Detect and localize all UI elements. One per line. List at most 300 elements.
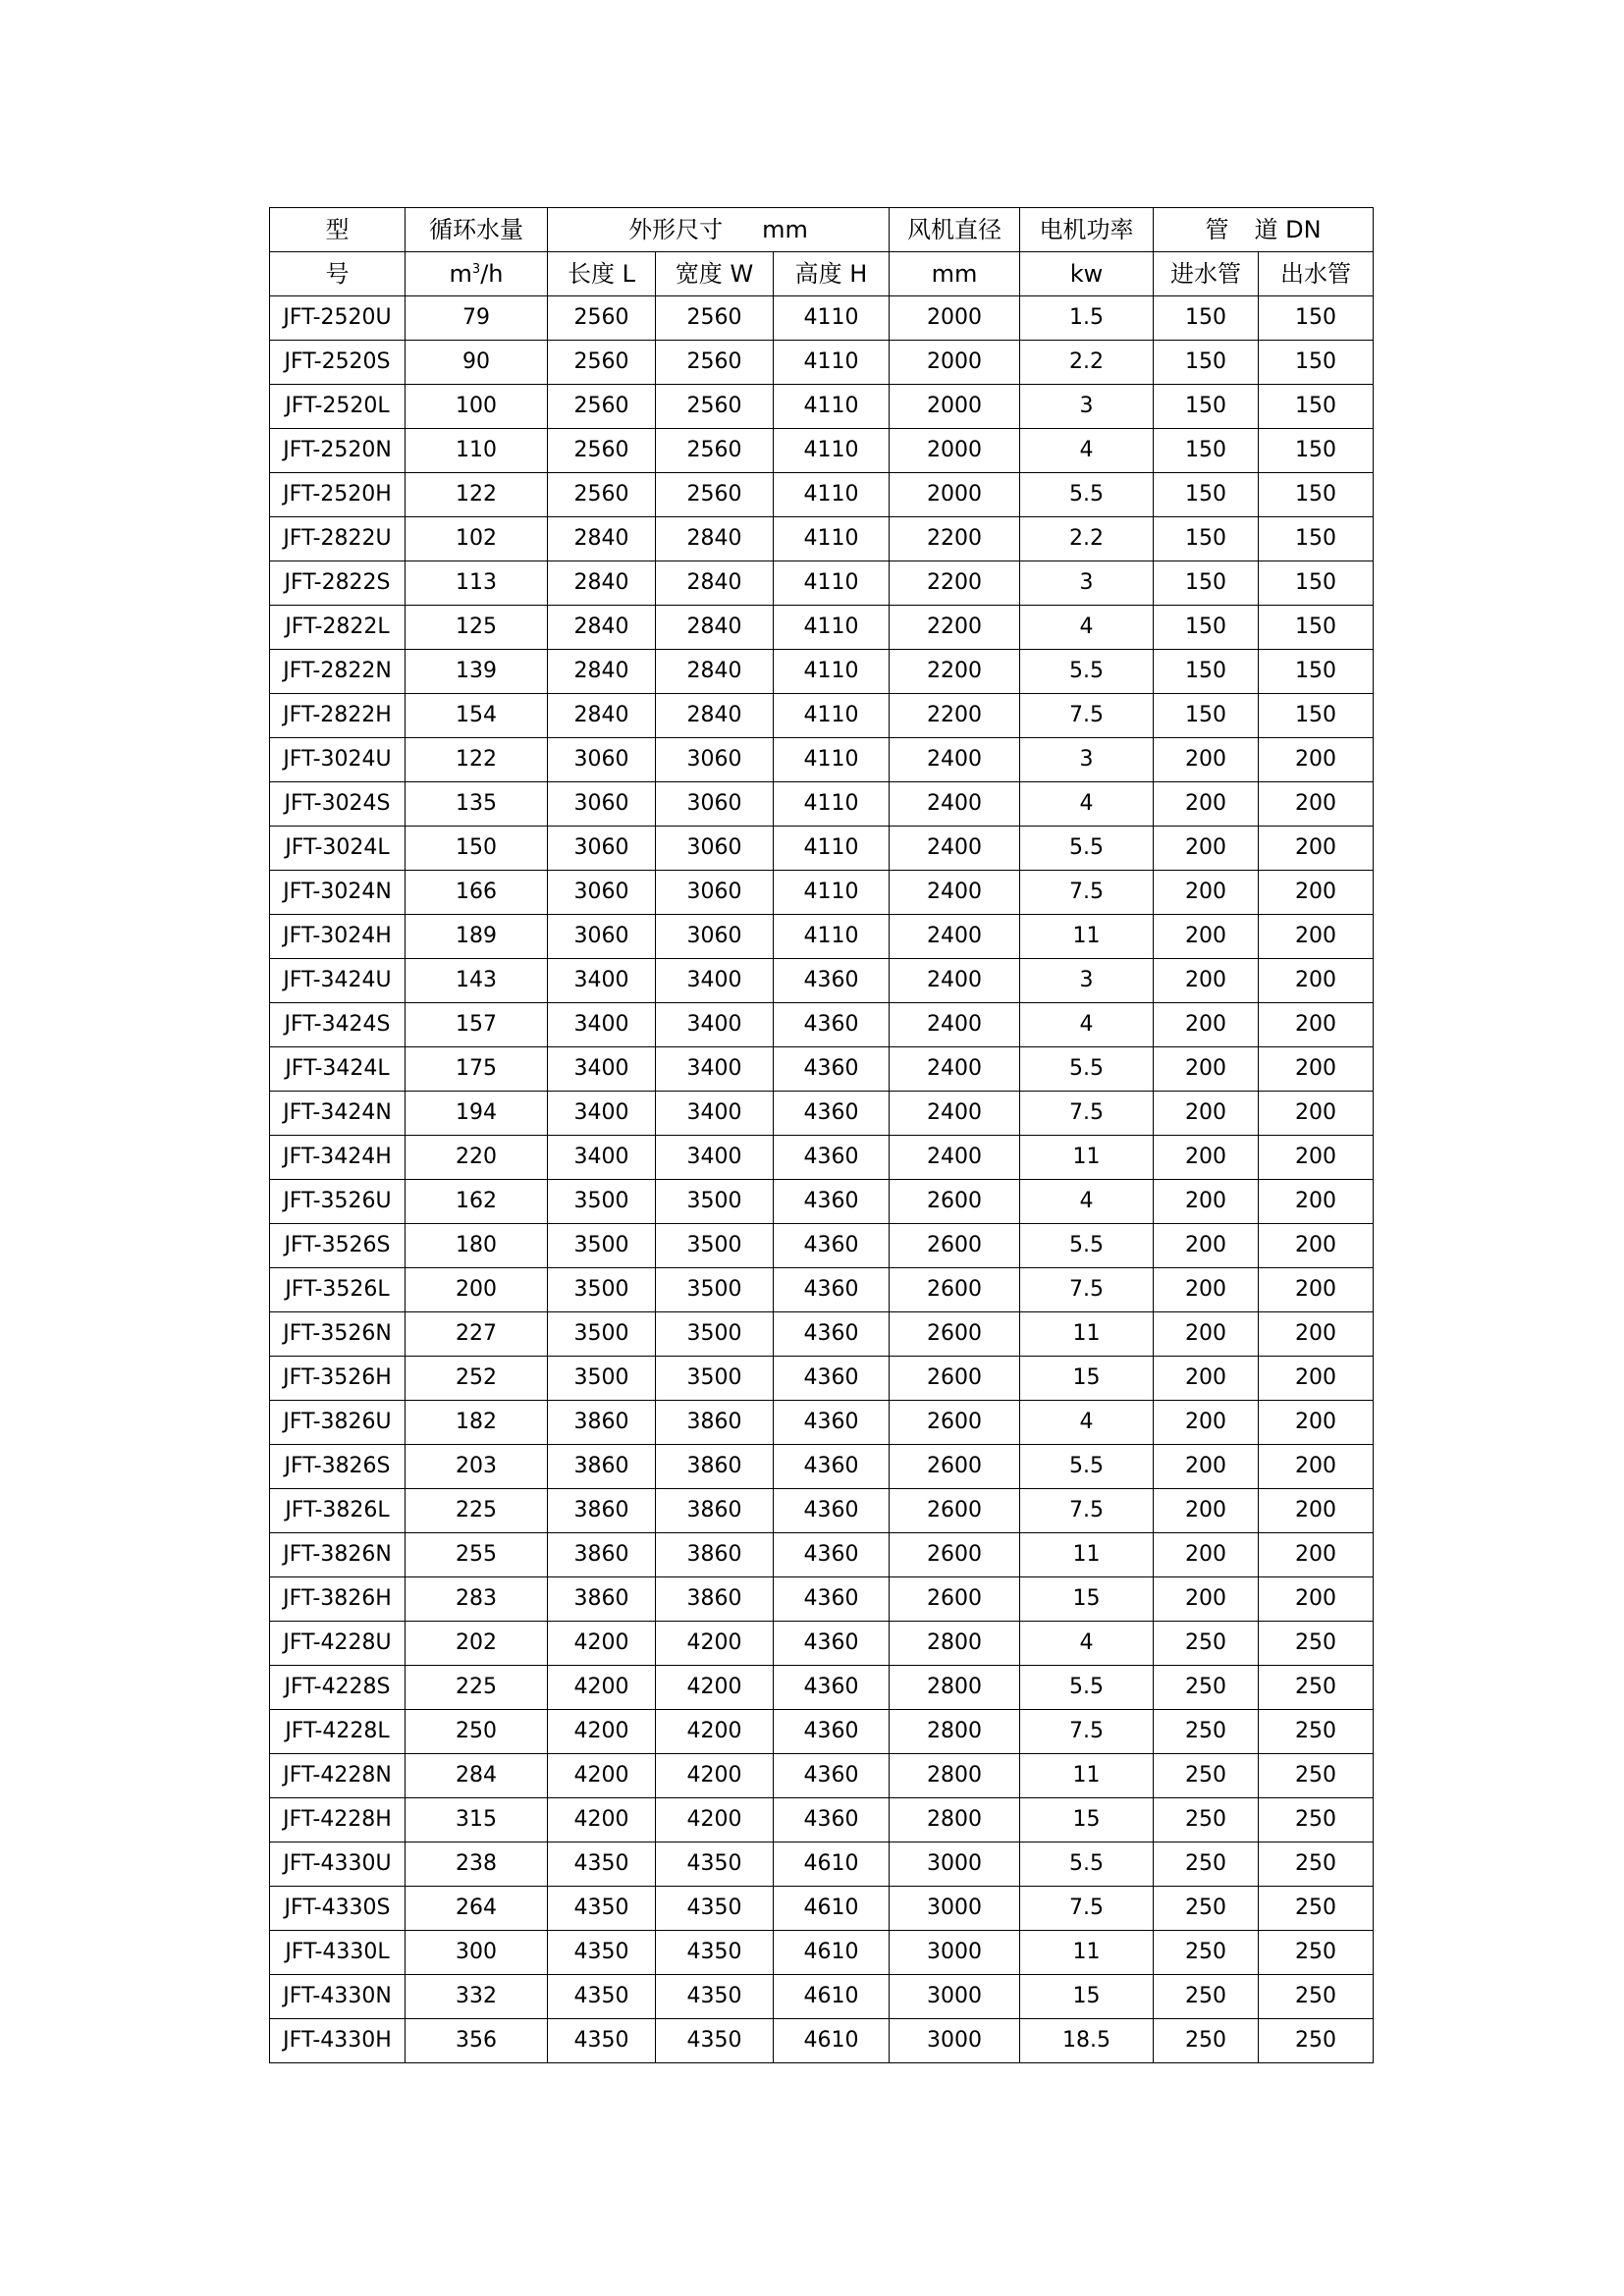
cell-length: 2560 — [548, 429, 656, 473]
cell-length: 3860 — [548, 1489, 656, 1533]
cell-model: JFT-2822L — [270, 606, 406, 650]
cell-length: 2560 — [548, 341, 656, 385]
table-row — [270, 1445, 1374, 1489]
cell-flow: 225 — [406, 1666, 548, 1710]
cell-width: 4350 — [656, 2019, 774, 2063]
cell-length: 4200 — [548, 1622, 656, 1666]
cell-motor: 4 — [1020, 1622, 1154, 1666]
cell-outlet: 200 — [1259, 1047, 1374, 1092]
cell-length: 4200 — [548, 1754, 656, 1798]
cell-height: 4610 — [774, 2019, 890, 2063]
cell-model: JFT-2822H — [270, 694, 406, 738]
cell-outlet: 150 — [1259, 606, 1374, 650]
cell-model: JFT-3424S — [270, 1003, 406, 1047]
cell-width: 3500 — [656, 1180, 774, 1224]
cell-length: 4350 — [548, 1887, 656, 1931]
cell-length: 3500 — [548, 1268, 656, 1312]
cell-inlet: 200 — [1154, 1180, 1259, 1224]
cell-outlet: 250 — [1259, 1931, 1374, 1975]
table-row — [270, 1666, 1374, 1710]
cell-inlet: 200 — [1154, 738, 1259, 782]
cell-height: 4110 — [774, 341, 890, 385]
cell-length: 4200 — [548, 1666, 656, 1710]
cell-outlet: 200 — [1259, 1224, 1374, 1268]
cell-inlet: 150 — [1154, 296, 1259, 341]
table-row — [270, 738, 1374, 782]
header-width: 宽度 W — [656, 252, 774, 296]
table-row — [270, 959, 1374, 1003]
cell-length: 3400 — [548, 959, 656, 1003]
cell-flow: 122 — [406, 473, 548, 517]
table-row — [270, 1622, 1374, 1666]
cell-flow: 264 — [406, 1887, 548, 1931]
cell-motor: 15 — [1020, 1357, 1154, 1401]
cell-fan: 2200 — [890, 694, 1020, 738]
cell-flow: 150 — [406, 827, 548, 871]
cell-height: 4610 — [774, 1931, 890, 1975]
cell-inlet: 150 — [1154, 650, 1259, 694]
cell-inlet: 150 — [1154, 606, 1259, 650]
cell-inlet: 200 — [1154, 959, 1259, 1003]
cell-flow: 220 — [406, 1136, 548, 1180]
cell-flow: 315 — [406, 1798, 548, 1842]
cell-flow: 250 — [406, 1710, 548, 1754]
cell-model: JFT-3424N — [270, 1092, 406, 1136]
cell-inlet: 200 — [1154, 1357, 1259, 1401]
cell-width: 2840 — [656, 694, 774, 738]
cell-length: 2840 — [548, 650, 656, 694]
cell-inlet: 150 — [1154, 517, 1259, 561]
header-flow-unit-base: m — [449, 260, 472, 288]
cell-outlet: 250 — [1259, 1710, 1374, 1754]
cell-width: 4350 — [656, 1887, 774, 1931]
cell-fan: 2400 — [890, 738, 1020, 782]
spec-table — [269, 207, 1374, 2063]
cell-length: 3060 — [548, 827, 656, 871]
cell-width: 3060 — [656, 915, 774, 959]
cell-fan: 2000 — [890, 473, 1020, 517]
table-row — [270, 1975, 1374, 2019]
cell-outlet: 200 — [1259, 1003, 1374, 1047]
cell-flow: 166 — [406, 871, 548, 915]
cell-outlet: 150 — [1259, 296, 1374, 341]
cell-length: 3500 — [548, 1224, 656, 1268]
table-row — [270, 650, 1374, 694]
cell-model: JFT-3526L — [270, 1268, 406, 1312]
cell-model: JFT-2520H — [270, 473, 406, 517]
table-row — [270, 1931, 1374, 1975]
cell-motor: 4 — [1020, 1003, 1154, 1047]
cell-model: JFT-3424L — [270, 1047, 406, 1092]
cell-flow: 189 — [406, 915, 548, 959]
table-row — [270, 871, 1374, 915]
cell-height: 4110 — [774, 694, 890, 738]
cell-length: 3060 — [548, 871, 656, 915]
cell-model: JFT-3526S — [270, 1224, 406, 1268]
cell-height: 4610 — [774, 1842, 890, 1887]
header-fan-unit: mm — [890, 252, 1020, 296]
cell-motor: 5.5 — [1020, 1666, 1154, 1710]
cell-fan: 2400 — [890, 1047, 1020, 1092]
cell-motor: 5.5 — [1020, 1445, 1154, 1489]
cell-model: JFT-4330N — [270, 1975, 406, 2019]
cell-height: 4110 — [774, 650, 890, 694]
cell-flow: 227 — [406, 1312, 548, 1357]
cell-inlet: 200 — [1154, 1047, 1259, 1092]
cell-inlet: 200 — [1154, 827, 1259, 871]
cell-flow: 110 — [406, 429, 548, 473]
cell-flow: 143 — [406, 959, 548, 1003]
cell-motor: 4 — [1020, 429, 1154, 473]
cell-inlet: 200 — [1154, 1224, 1259, 1268]
cell-flow: 113 — [406, 561, 548, 606]
cell-height: 4360 — [774, 1577, 890, 1622]
cell-fan: 2400 — [890, 871, 1020, 915]
cell-motor: 5.5 — [1020, 827, 1154, 871]
cell-width: 3060 — [656, 738, 774, 782]
cell-length: 2560 — [548, 296, 656, 341]
table-row — [270, 1357, 1374, 1401]
cell-length: 4350 — [548, 1975, 656, 2019]
table-row — [270, 2019, 1374, 2063]
cell-model: JFT-4228H — [270, 1798, 406, 1842]
cell-outlet: 200 — [1259, 1445, 1374, 1489]
cell-height: 4110 — [774, 296, 890, 341]
cell-outlet: 200 — [1259, 1401, 1374, 1445]
cell-height: 4360 — [774, 1401, 890, 1445]
cell-motor: 3 — [1020, 561, 1154, 606]
cell-height: 4360 — [774, 1357, 890, 1401]
cell-flow: 356 — [406, 2019, 548, 2063]
cell-fan: 2800 — [890, 1710, 1020, 1754]
cell-length: 3400 — [548, 1092, 656, 1136]
cell-length: 3500 — [548, 1312, 656, 1357]
cell-height: 4360 — [774, 1180, 890, 1224]
cell-motor: 4 — [1020, 782, 1154, 827]
cell-model: JFT-3526N — [270, 1312, 406, 1357]
cell-motor: 5.5 — [1020, 1047, 1154, 1092]
header-flow-unit — [406, 252, 548, 296]
cell-motor: 2.2 — [1020, 517, 1154, 561]
cell-width: 3400 — [656, 1003, 774, 1047]
header-flow-unit-sup: 3 — [471, 262, 481, 277]
cell-inlet: 150 — [1154, 429, 1259, 473]
cell-length: 2840 — [548, 694, 656, 738]
table-row — [270, 1268, 1374, 1312]
cell-inlet: 200 — [1154, 1401, 1259, 1445]
cell-outlet: 250 — [1259, 1754, 1374, 1798]
cell-inlet: 150 — [1154, 341, 1259, 385]
cell-height: 4110 — [774, 738, 890, 782]
cell-inlet: 200 — [1154, 1445, 1259, 1489]
table-row — [270, 1092, 1374, 1136]
cell-model: JFT-3424H — [270, 1136, 406, 1180]
table-row — [270, 1754, 1374, 1798]
table-row — [270, 1224, 1374, 1268]
cell-outlet: 150 — [1259, 561, 1374, 606]
cell-width: 3860 — [656, 1533, 774, 1577]
cell-motor: 11 — [1020, 1533, 1154, 1577]
cell-height: 4360 — [774, 959, 890, 1003]
cell-length: 3500 — [548, 1357, 656, 1401]
cell-length: 3500 — [548, 1180, 656, 1224]
cell-model: JFT-4228L — [270, 1710, 406, 1754]
cell-inlet: 200 — [1154, 1136, 1259, 1180]
cell-inlet: 250 — [1154, 1931, 1259, 1975]
cell-outlet: 200 — [1259, 1357, 1374, 1401]
cell-motor: 3 — [1020, 385, 1154, 429]
cell-motor: 7.5 — [1020, 1710, 1154, 1754]
cell-fan: 2000 — [890, 296, 1020, 341]
cell-fan: 3000 — [890, 1975, 1020, 2019]
cell-width: 2840 — [656, 561, 774, 606]
cell-fan: 2600 — [890, 1489, 1020, 1533]
cell-length: 3060 — [548, 738, 656, 782]
cell-inlet: 200 — [1154, 1577, 1259, 1622]
cell-inlet: 200 — [1154, 782, 1259, 827]
cell-length: 3400 — [548, 1003, 656, 1047]
cell-model: JFT-2822U — [270, 517, 406, 561]
cell-width: 3400 — [656, 1092, 774, 1136]
cell-model: JFT-2822S — [270, 561, 406, 606]
cell-width: 4200 — [656, 1754, 774, 1798]
table-row — [270, 1003, 1374, 1047]
cell-inlet: 200 — [1154, 1092, 1259, 1136]
cell-model: JFT-4330L — [270, 1931, 406, 1975]
cell-width: 4350 — [656, 1842, 774, 1887]
cell-height: 4360 — [774, 1710, 890, 1754]
cell-model: JFT-4330U — [270, 1842, 406, 1887]
cell-width: 4350 — [656, 1975, 774, 2019]
header-dims — [548, 208, 890, 252]
cell-motor: 11 — [1020, 1312, 1154, 1357]
cell-fan: 2800 — [890, 1622, 1020, 1666]
cell-flow: 180 — [406, 1224, 548, 1268]
table-row — [270, 1887, 1374, 1931]
cell-inlet: 200 — [1154, 915, 1259, 959]
cell-model: JFT-3826H — [270, 1577, 406, 1622]
cell-flow: 283 — [406, 1577, 548, 1622]
cell-fan: 3000 — [890, 1842, 1020, 1887]
table-row — [270, 1312, 1374, 1357]
cell-flow: 122 — [406, 738, 548, 782]
cell-flow: 332 — [406, 1975, 548, 2019]
cell-fan: 2400 — [890, 827, 1020, 871]
cell-flow: 125 — [406, 606, 548, 650]
cell-motor: 3 — [1020, 959, 1154, 1003]
cell-fan: 2800 — [890, 1754, 1020, 1798]
cell-height: 4110 — [774, 429, 890, 473]
header-row-2 — [270, 252, 1374, 296]
cell-outlet: 250 — [1259, 1798, 1374, 1842]
cell-height: 4110 — [774, 827, 890, 871]
table-row — [270, 1489, 1374, 1533]
cell-outlet: 150 — [1259, 517, 1374, 561]
table-row — [270, 694, 1374, 738]
cell-width: 3500 — [656, 1268, 774, 1312]
cell-fan: 2600 — [890, 1577, 1020, 1622]
cell-flow: 202 — [406, 1622, 548, 1666]
cell-motor: 7.5 — [1020, 1268, 1154, 1312]
cell-model: JFT-3826N — [270, 1533, 406, 1577]
cell-inlet: 250 — [1154, 1798, 1259, 1842]
cell-outlet: 200 — [1259, 1577, 1374, 1622]
cell-flow: 157 — [406, 1003, 548, 1047]
cell-model: JFT-2822N — [270, 650, 406, 694]
cell-flow: 252 — [406, 1357, 548, 1401]
cell-flow: 135 — [406, 782, 548, 827]
cell-length: 3860 — [548, 1401, 656, 1445]
header-model-bottom: 号 — [270, 252, 406, 296]
cell-flow: 238 — [406, 1842, 548, 1887]
cell-fan: 2800 — [890, 1798, 1020, 1842]
cell-outlet: 200 — [1259, 1268, 1374, 1312]
cell-inlet: 250 — [1154, 1666, 1259, 1710]
cell-outlet: 200 — [1259, 915, 1374, 959]
cell-width: 4200 — [656, 1622, 774, 1666]
cell-flow: 203 — [406, 1445, 548, 1489]
cell-length: 3400 — [548, 1047, 656, 1092]
cell-length: 3060 — [548, 915, 656, 959]
cell-outlet: 150 — [1259, 473, 1374, 517]
cell-motor: 4 — [1020, 1401, 1154, 1445]
cell-width: 3500 — [656, 1224, 774, 1268]
cell-fan: 2200 — [890, 650, 1020, 694]
cell-width: 3400 — [656, 1047, 774, 1092]
cell-model: JFT-2520N — [270, 429, 406, 473]
cell-model: JFT-3024U — [270, 738, 406, 782]
cell-fan: 2200 — [890, 561, 1020, 606]
cell-model: JFT-3826U — [270, 1401, 406, 1445]
cell-model: JFT-3526U — [270, 1180, 406, 1224]
cell-model: JFT-3024L — [270, 827, 406, 871]
cell-fan: 2400 — [890, 1003, 1020, 1047]
cell-fan: 3000 — [890, 2019, 1020, 2063]
header-motor-unit: kw — [1020, 252, 1154, 296]
cell-motor: 11 — [1020, 1754, 1154, 1798]
header-model-top: 型 — [270, 208, 406, 252]
header-dims-label: 外形尺寸 — [628, 216, 724, 243]
cell-inlet: 150 — [1154, 561, 1259, 606]
cell-motor: 4 — [1020, 606, 1154, 650]
cell-flow: 79 — [406, 296, 548, 341]
cell-width: 4200 — [656, 1798, 774, 1842]
header-pipe-b: 道 DN — [1254, 216, 1322, 243]
cell-flow: 194 — [406, 1092, 548, 1136]
header-pipe-a: 管 — [1205, 216, 1229, 243]
cell-motor: 5.5 — [1020, 650, 1154, 694]
cell-width: 3060 — [656, 827, 774, 871]
table-row — [270, 1710, 1374, 1754]
cell-outlet: 250 — [1259, 1842, 1374, 1887]
cell-width: 2560 — [656, 473, 774, 517]
cell-height: 4360 — [774, 1754, 890, 1798]
cell-inlet: 200 — [1154, 1489, 1259, 1533]
cell-flow: 154 — [406, 694, 548, 738]
table-row — [270, 385, 1374, 429]
cell-width: 2840 — [656, 650, 774, 694]
cell-inlet: 250 — [1154, 1710, 1259, 1754]
cell-outlet: 200 — [1259, 871, 1374, 915]
cell-outlet: 200 — [1259, 1180, 1374, 1224]
cell-height: 4110 — [774, 782, 890, 827]
cell-fan: 2400 — [890, 915, 1020, 959]
cell-flow: 90 — [406, 341, 548, 385]
cell-motor: 5.5 — [1020, 1842, 1154, 1887]
cell-outlet: 200 — [1259, 1092, 1374, 1136]
cell-model: JFT-3526H — [270, 1357, 406, 1401]
cell-width: 2840 — [656, 517, 774, 561]
cell-height: 4360 — [774, 1798, 890, 1842]
cell-outlet: 200 — [1259, 1533, 1374, 1577]
cell-outlet: 150 — [1259, 650, 1374, 694]
cell-inlet: 250 — [1154, 2019, 1259, 2063]
cell-flow: 162 — [406, 1180, 548, 1224]
table-row — [270, 1842, 1374, 1887]
cell-height: 4360 — [774, 1312, 890, 1357]
cell-inlet: 250 — [1154, 1842, 1259, 1887]
cell-width: 4350 — [656, 1931, 774, 1975]
cell-height: 4610 — [774, 1887, 890, 1931]
header-inlet: 进水管 — [1154, 252, 1259, 296]
cell-length: 4350 — [548, 2019, 656, 2063]
cell-fan: 2600 — [890, 1224, 1020, 1268]
cell-width: 3060 — [656, 871, 774, 915]
cell-model: JFT-3826L — [270, 1489, 406, 1533]
cell-model: JFT-4330S — [270, 1887, 406, 1931]
header-dims-unit: mm — [762, 216, 808, 243]
cell-width: 3860 — [656, 1401, 774, 1445]
table-row — [270, 606, 1374, 650]
cell-model: JFT-2520U — [270, 296, 406, 341]
cell-length: 3860 — [548, 1445, 656, 1489]
cell-outlet: 200 — [1259, 959, 1374, 1003]
cell-height: 4360 — [774, 1092, 890, 1136]
cell-model: JFT-4228N — [270, 1754, 406, 1798]
cell-motor: 5.5 — [1020, 473, 1154, 517]
cell-inlet: 250 — [1154, 1622, 1259, 1666]
cell-outlet: 200 — [1259, 738, 1374, 782]
cell-length: 4350 — [548, 1842, 656, 1887]
cell-motor: 15 — [1020, 1975, 1154, 2019]
cell-width: 4200 — [656, 1710, 774, 1754]
cell-outlet: 250 — [1259, 1622, 1374, 1666]
cell-fan: 2600 — [890, 1401, 1020, 1445]
header-flow-top: 循环水量 — [406, 208, 548, 252]
cell-height: 4360 — [774, 1003, 890, 1047]
cell-motor: 7.5 — [1020, 694, 1154, 738]
table-row — [270, 341, 1374, 385]
cell-inlet: 150 — [1154, 473, 1259, 517]
cell-width: 2560 — [656, 341, 774, 385]
cell-height: 4110 — [774, 517, 890, 561]
cell-height: 4110 — [774, 473, 890, 517]
cell-fan: 3000 — [890, 1931, 1020, 1975]
cell-outlet: 150 — [1259, 694, 1374, 738]
cell-outlet: 250 — [1259, 1975, 1374, 2019]
cell-outlet: 200 — [1259, 1489, 1374, 1533]
cell-height: 4110 — [774, 606, 890, 650]
cell-fan: 2400 — [890, 1092, 1020, 1136]
cell-inlet: 200 — [1154, 1312, 1259, 1357]
cell-fan: 2600 — [890, 1180, 1020, 1224]
cell-length: 3060 — [548, 782, 656, 827]
cell-height: 4360 — [774, 1047, 890, 1092]
cell-outlet: 150 — [1259, 341, 1374, 385]
cell-width: 3400 — [656, 1136, 774, 1180]
cell-inlet: 200 — [1154, 1533, 1259, 1577]
cell-length: 3860 — [548, 1577, 656, 1622]
